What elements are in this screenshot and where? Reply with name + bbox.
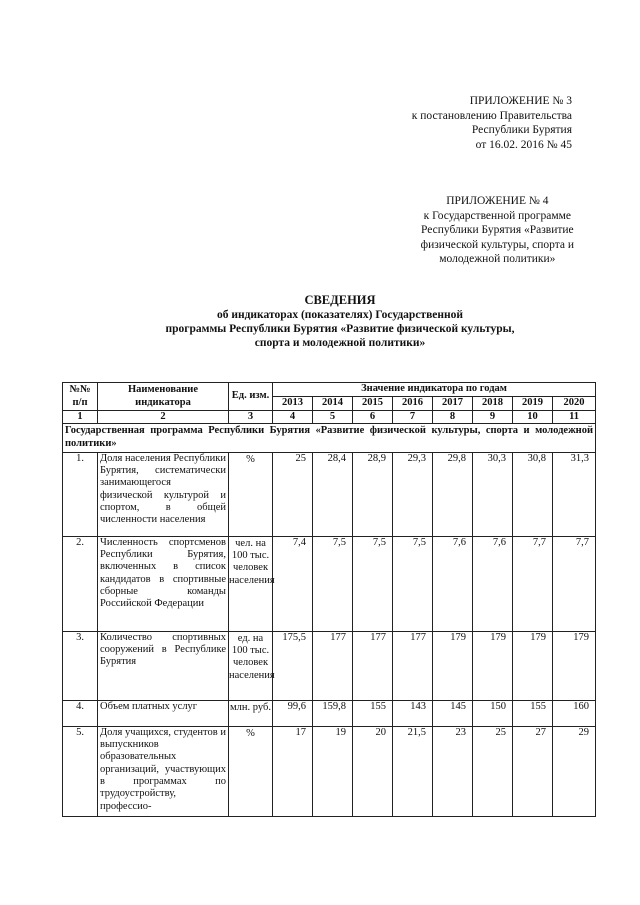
indicator-name: Доля населения Республики Бурятия, систематически занимающегося физической культурой и спортом, в общей численности населения	[98, 452, 229, 536]
value-cell: 25	[473, 726, 513, 816]
table-row	[63, 631, 596, 700]
column-number: 9	[473, 411, 513, 424]
indicators-table	[62, 382, 596, 817]
header-values-group: Значение индикатора по годам	[273, 383, 596, 397]
value-cell: 7,4	[273, 536, 313, 631]
column-number: 4	[273, 411, 313, 424]
value-cell: 7,6	[473, 536, 513, 631]
header-year: 2014	[313, 397, 353, 411]
column-number: 11	[553, 411, 596, 424]
table-row	[63, 700, 596, 726]
value-cell: 159,8	[313, 700, 353, 726]
value-cell: 145	[433, 700, 473, 726]
title-line: программы Республики Бурятия «Развитие физической культуры,	[165, 323, 515, 335]
header-year: 2019	[513, 397, 553, 411]
value-cell: 7,7	[553, 536, 596, 631]
value-cell: 30,8	[513, 452, 553, 536]
unit-cell: %	[229, 726, 273, 816]
row-number: 3.	[63, 631, 98, 700]
row-number: 1.	[63, 452, 98, 536]
column-number: 3	[229, 411, 273, 424]
value-cell: 7,5	[313, 536, 353, 631]
column-number: 2	[98, 411, 229, 424]
appendix-4-line: к Государственной программе	[423, 209, 572, 222]
header-name: Наименование индикатора	[98, 383, 229, 411]
value-cell: 29,3	[393, 452, 433, 536]
value-cell: 29	[553, 726, 596, 816]
header-year: 2020	[553, 397, 596, 411]
appendix-3-block	[412, 94, 572, 152]
value-cell: 20	[353, 726, 393, 816]
appendix-3-line: от 16.02. 2016 № 45	[475, 138, 572, 151]
value-cell: 31,3	[553, 452, 596, 536]
value-cell: 177	[353, 631, 393, 700]
column-number: 5	[313, 411, 353, 424]
value-cell: 27	[513, 726, 553, 816]
value-cell: 179	[433, 631, 473, 700]
table-row	[63, 452, 596, 536]
appendix-4-line: физической культуры, спорта и	[420, 238, 574, 251]
value-cell: 99,6	[273, 700, 313, 726]
indicator-name: Численность спортсменов Республики Бурятия, включенных в список кандидатов в спортивные сборные команды Российской Федерации	[98, 536, 229, 631]
value-cell: 7,7	[513, 536, 553, 631]
value-cell: 30,3	[473, 452, 513, 536]
value-cell: 19	[313, 726, 353, 816]
table-body	[63, 411, 596, 817]
appendix-4-line: ПРИЛОЖЕНИЕ № 4	[446, 195, 549, 207]
unit-cell: ед. на 100 тыс. человек населения	[229, 631, 273, 700]
value-cell: 17	[273, 726, 313, 816]
appendix-3-line: к постановлению Правительства	[411, 109, 572, 122]
value-cell: 28,9	[353, 452, 393, 536]
row-number: 2.	[63, 536, 98, 631]
appendix-4-line: Республики Бурятия «Развитие	[420, 224, 574, 236]
header-year: 2018	[473, 397, 513, 411]
value-cell: 179	[513, 631, 553, 700]
title-line: спорта и молодежной политики»	[254, 337, 426, 349]
appendix-3-line: Республики Бурятия	[471, 124, 572, 136]
column-numbers-row	[63, 411, 596, 424]
header-unit: Ед. изм.	[229, 383, 273, 411]
indicator-name: Доля учащихся, студентов и выпускников образовательных организаций, участвующих в программах по трудоустройству, профессио-	[98, 726, 229, 816]
value-cell: 177	[393, 631, 433, 700]
header-year: 2013	[273, 397, 313, 411]
row-number: 5.	[63, 726, 98, 816]
value-cell: 175,5	[273, 631, 313, 700]
column-number: 7	[393, 411, 433, 424]
column-number: 8	[433, 411, 473, 424]
value-cell: 160	[553, 700, 596, 726]
header-year: 2017	[433, 397, 473, 411]
unit-cell: млн. руб.	[229, 700, 273, 726]
column-number: 1	[63, 411, 98, 424]
value-cell: 179	[553, 631, 596, 700]
header-year: 2016	[393, 397, 433, 411]
header-no: №№ п/п	[63, 383, 98, 411]
value-cell: 179	[473, 631, 513, 700]
section-row	[63, 424, 596, 453]
row-number: 4.	[63, 700, 98, 726]
value-cell: 23	[433, 726, 473, 816]
value-cell: 143	[393, 700, 433, 726]
value-cell: 7,6	[433, 536, 473, 631]
appendix-3-line: ПРИЛОЖЕНИЕ № 3	[469, 95, 572, 107]
value-cell: 29,8	[433, 452, 473, 536]
header-year: 2015	[353, 397, 393, 411]
indicator-name: Количество спортивных сооружений в Республике Бурятия	[98, 631, 229, 700]
unit-cell: %	[229, 452, 273, 536]
value-cell: 155	[353, 700, 393, 726]
indicator-name: Объем платных услуг	[98, 700, 229, 726]
unit-cell: чел. на 100 тыс. человек населения	[229, 536, 273, 631]
appendix-4-line: молодежной политики»	[439, 253, 556, 265]
column-number: 10	[513, 411, 553, 424]
value-cell: 28,4	[313, 452, 353, 536]
value-cell: 7,5	[393, 536, 433, 631]
table-row	[63, 726, 596, 816]
appendix-4-block	[421, 194, 574, 267]
value-cell: 177	[313, 631, 353, 700]
title-line: об индикаторах (показателях) Государственной	[216, 309, 464, 321]
value-cell: 21,5	[393, 726, 433, 816]
value-cell: 7,5	[353, 536, 393, 631]
value-cell: 25	[273, 452, 313, 536]
value-cell: 150	[473, 700, 513, 726]
column-number: 6	[353, 411, 393, 424]
title-main: СВЕДЕНИЯ	[304, 293, 376, 307]
document-title	[130, 293, 550, 350]
section-title: Государственная программа Республики Бурятия «Развитие физической культуры, спорта и молодежной политики»	[63, 424, 596, 453]
value-cell: 155	[513, 700, 553, 726]
table-row	[63, 536, 596, 631]
